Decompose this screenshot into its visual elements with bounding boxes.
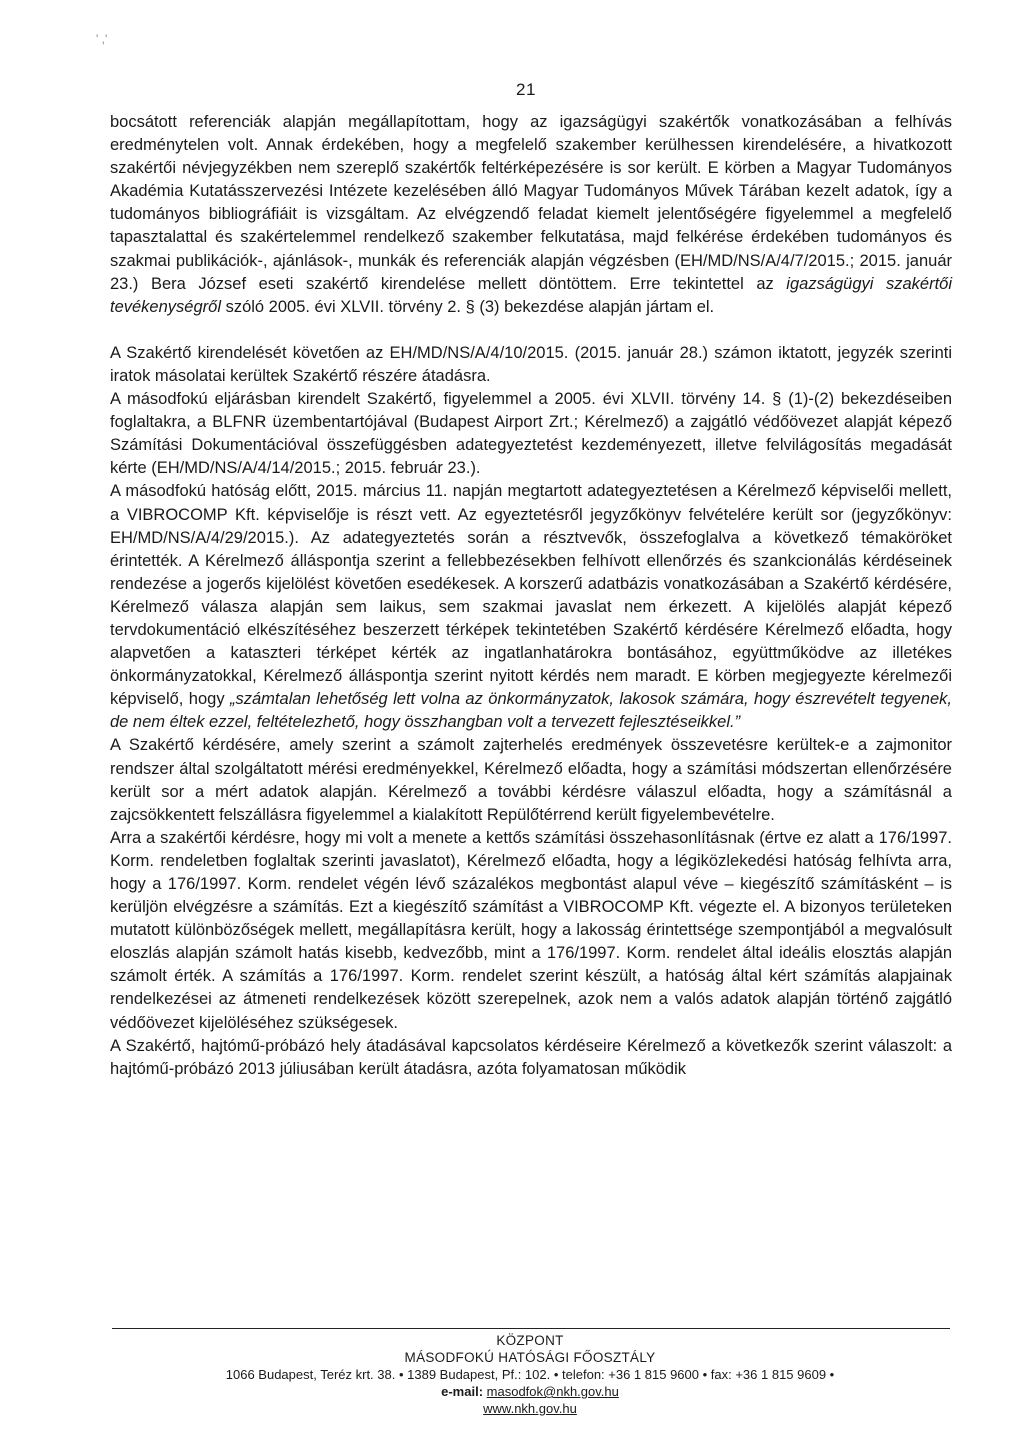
footer-address: 1066 Budapest, Teréz krt. 38. • 1389 Budapest, Pf.: 102. • telefon: +36 1 815 9600 • fax: +36 1 815 9609 • xyxy=(225,1367,835,1382)
paragraph-1-text: bocsátott referenciák alapján megállapítottam, hogy az igazságügyi szakértők vonatkozásában a felhívás eredménytelen volt. Annak érdekében, hogy a megfelelő szakember kerülhessen kirendelésére, a hivatkozott szakértői névjegyzékben nem szereplő szakértők feltérképezésére is sor került. E körben a Magyar Tudományos Akadémia Kutatásszervezési Intézete kezelésében álló Magyar Tudományos Művek Tárában kezelt adatok, így a tudományos bibliográfiáit is vizsgáltam. Az elvégzendő feladat kiemelt jelentőségére figyelemmel a megfelelő tapasztalattal és szakértelemmel rendelkező szakember felkutatása, majd felkérése érdekében tudományos és szakmai publikációk-, ajánlások-, munkák és referenciák alapján végzésben (EH/MD/NS/A/4/7/2015.; 2015. január 23.) Bera József eseti szakértő kirendelése mellett döntöttem. Erre tekintettel az xyxy=(110,113,952,293)
footer-email-label: e-mail: xyxy=(441,1384,484,1399)
footer-org-line2: MÁSODFOKÚ HATÓSÁGI FŐOSZTÁLY xyxy=(404,1350,656,1365)
page-number: 21 xyxy=(516,80,536,99)
paragraph-4-italic: „számtalan lehetőség lett volna az önkormányzatok, lakosok számára, hogy észrevételt tegyenek, de nem éltek ezzel, feltételezhető, hogy összhangban volt a tervezett fejlesztéseikkel.” xyxy=(110,690,952,732)
scan-mark: ' ,' xyxy=(96,32,108,46)
footer-website-link[interactable]: www.nkh.gov.hu xyxy=(483,1401,577,1416)
paragraph-3: A másodfokú eljárásban kirendelt Szakértő, figyelemmel a 2005. évi XLVII. törvény 14. § (1)-(2) bekezdéseiben foglaltakra, a BLFNR üzembentartójával (Budapest Airport Zrt.; Kérelmező) a zajgátló védőövezet alapját képező Számítási Dokumentációval összefüggésben adategyeztetést kezdeményezett, illetve felvilágosítás megadását kérte (EH/MD/NS/A/4/14/2015.; 2015. február 23.). xyxy=(110,390,952,478)
footer-email-line xyxy=(100,1383,960,1400)
document-body xyxy=(110,111,952,1081)
paragraph-5: A Szakértő kérdésére, amely szerint a számolt zajterhelés eredmények összevetésre kerültek-e a zajmonitor rendszer által szolgáltatott mérési eredményekkel, Kérelmező előadta, hogy a számítási módszertan ellenőrzésére került sor a mért adatok alapján. Kérelmező a további kérdésre válaszul előadta, hogy a számításnál a zajcsökkentett felszállásra figyelemmel a kialakított Repülőtérrend került figyelembevételre. xyxy=(110,736,952,824)
paragraph-7: A Szakértő, hajtómű-próbázó hely átadásával kapcsolatos kérdéseire Kérelmező a következők szerint válaszolt: a hajtómű-próbázó 2013 júliusában került átadásra, azóta folyamatosan működik xyxy=(110,1036,952,1078)
paragraph-1-italic: igazságügyi szakértői tevékenységről xyxy=(110,274,953,316)
paragraph-1-text-after: szóló 2005. évi XLVII. törvény 2. § (3) bekezdése alapján jártam el. xyxy=(225,297,715,316)
footer-org-line1: KÖZPONT xyxy=(496,1333,564,1348)
paragraph-6: Arra a szakértői kérdésre, hogy mi volt a menete a kettős számítási összehasonlításnak (értve ez alatt a 176/1997. Korm. rendeletben foglaltak szerinti javaslatot), Kérelmező előadta, hogy a légiközlekedési hatóság felhívta arra, hogy a 176/1997. Korm. rendelet végén lévő százalékos megbontást alapul véve – kiegészítő számításként – is kerüljön elvégzésre a számítás. Ezt a kiegészítő számítást a VIBROCOMP Kft. végezte el. A bizonyos területeken mutatott különbözőségek mellett, megállapításra került, hogy a lakosság érintettsége szempontjából a megvalósult eloszlás alapján számolt hatás kisebb, kedvezőbb, mint a 176/1997. Korm. rendelet által ideális elosztás alapján számolt érték. A számítás a 176/1997. Korm. rendelet szerint készült, a hatóság által kért számítás alapjainak rendelkezései az átmeneti rendelkezések között szerepelnek, azok nem a valós adatok alapján történő zajgátló védőövezet kijelöléséhez szükségesek. xyxy=(110,828,952,1032)
paragraph-2: A Szakértő kirendelését követően az EH/MD/NS/A/4/10/2015. (2015. január 28.) számon iktatott, jegyzék szerinti iratok másolatai kerültek Szakértő részére átadásra. xyxy=(110,343,952,385)
footer-email-link[interactable]: masodfok@nkh.gov.hu xyxy=(486,1384,619,1399)
paragraph-4-text: A másodfokú hatóság előtt, 2015. március 11. napján megtartott adategyeztetésen a Kérelmező képviselői mellett, a VIBROCOMP Kft. képviselője is részt vett. Az egyeztetésről jegyzőkönyv felvételére került sor (jegyzőkönyv: EH/MD/NS/A/4/29/2015.). Az adategyeztetés során a résztvevők, összefoglalva a következő témaköröket érintették. A Kérelmező álláspontja szerint a fellebbezésekben felhívott ellenőrzés és szankcionálás kérdéseinek rendezése a jogerős kijelölést követően esedékesek. A korszerű adatbázis vonatkozásában a Szakértő kérdésére, Kérelmező válasza alapján sem laikus, sem szakmai javaslat nem érkezett. A kijelölés alapját képező tervdokumentáció elkészítéséhez beszerzett térképek tekintetében Szakértő kérdésére Kérelmező előadta, hogy alapvetően a kataszteri térképet kérték az ingatlanhatárokra bontásához, együttműködve az illetékes önkormányzatokkal, Kérelmező álláspontja szerint nyitott kérdés nem maradt. E körben megjegyezte kérelmezői képviselő, hogy xyxy=(110,482,952,709)
paragraph-1 xyxy=(110,111,952,319)
footer-divider xyxy=(112,1328,950,1329)
letterhead-footer xyxy=(100,1332,960,1417)
paragraph-4 xyxy=(110,480,952,734)
